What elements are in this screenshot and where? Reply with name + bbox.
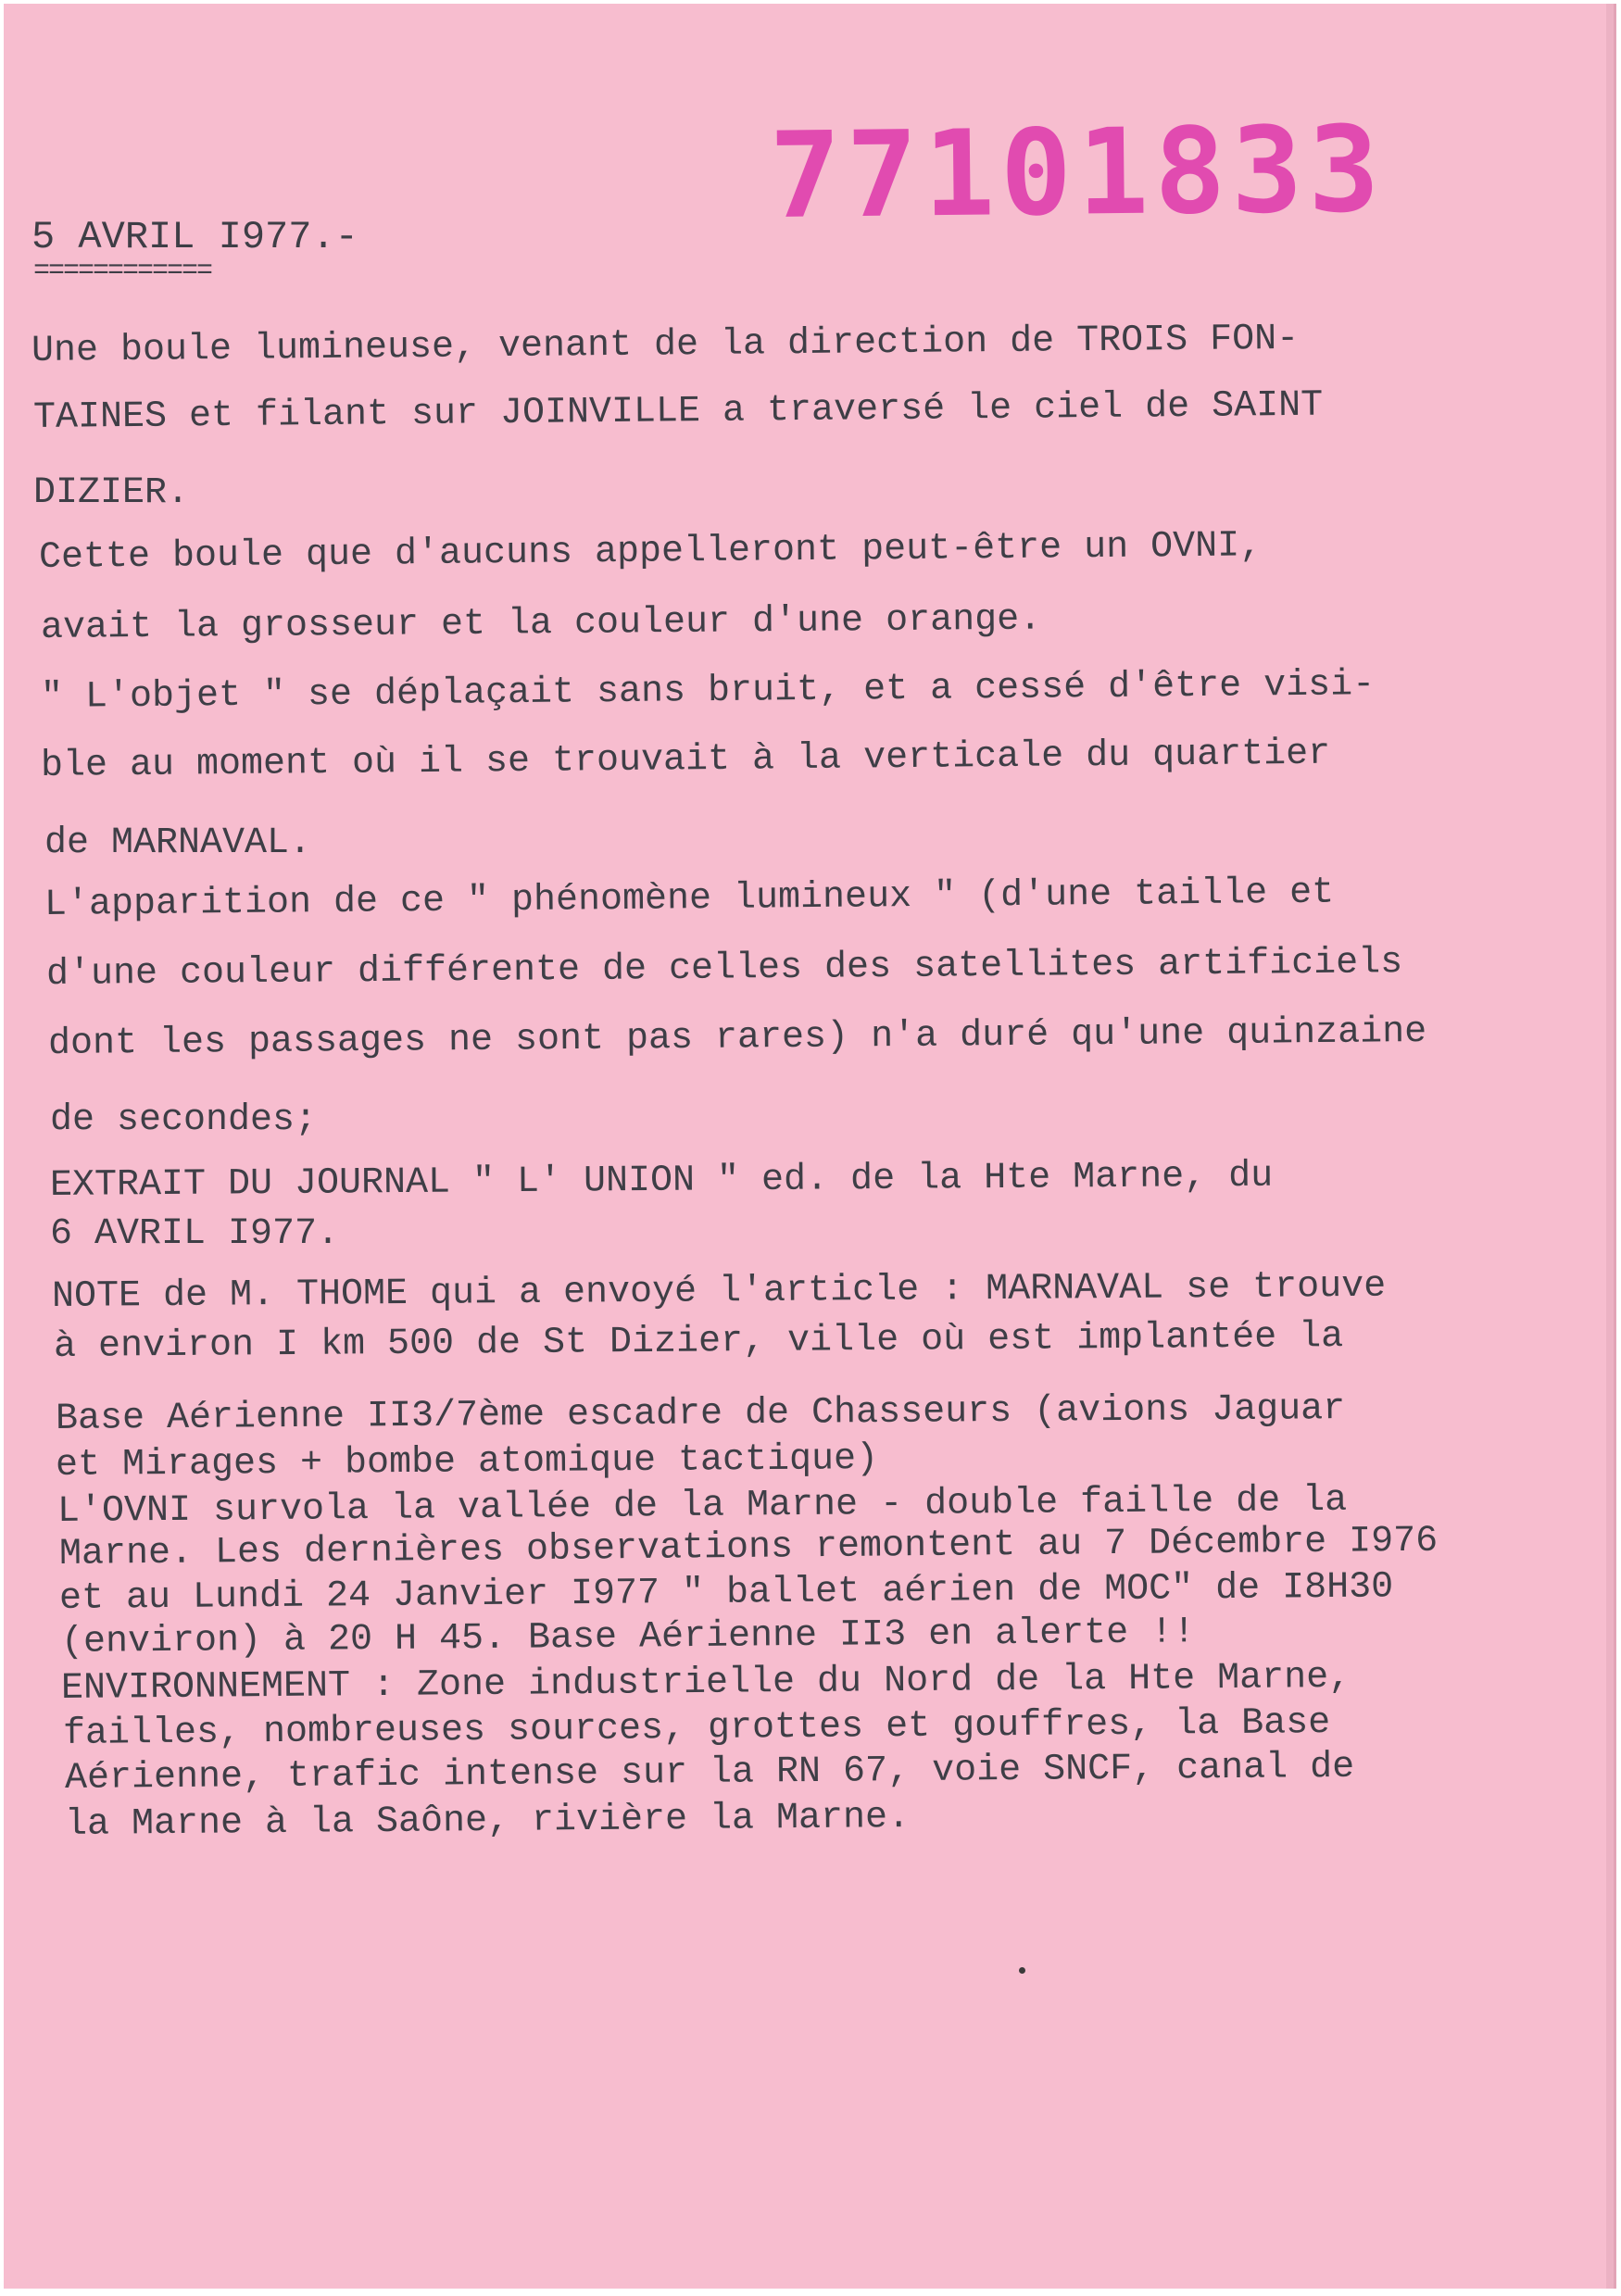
- text-line: et Mirages + bombe atomique tactique): [55, 1438, 879, 1487]
- text-line: d'une couleur différente de celles des satellites artificiels: [45, 942, 1403, 996]
- date-heading: 5 AVRIL I977.-: [31, 215, 358, 259]
- text-line: " L'objet " se déplaçait sans bruit, et a cessé d'être visi-: [40, 664, 1376, 719]
- text-line: L'apparition de ce " phénomène lumineux " (d'une taille et: [44, 872, 1335, 926]
- text-line: failles, nombreuses sources, grottes et gouffres, la Base: [62, 1702, 1331, 1755]
- source-date: 6 AVRIL I977.: [50, 1213, 340, 1255]
- text-line: Une boule lumineuse, venant de la direction de TROIS FON-: [31, 318, 1300, 372]
- text-line: avait la grosseur et la couleur d'une orange.: [40, 598, 1042, 649]
- text-line: à environ I km 500 de St Dizier, ville où est implantée la: [53, 1316, 1344, 1368]
- text-line: (environ) à 20 H 45. Base Aérienne II3 en alerte !!: [60, 1612, 1196, 1663]
- text-line: de secondes;: [50, 1099, 318, 1141]
- text-line: ENVIRONNEMENT : Zone industrielle du Nord de la Hte Marne,: [60, 1656, 1351, 1710]
- text-line: Marne. Les dernières observations remontent au 7 Décembre I976: [58, 1520, 1439, 1575]
- ink-speck: [1019, 1967, 1025, 1974]
- text-line: dont les passages ne sont pas rares) n'a duré qu'une quinzaine: [47, 1011, 1427, 1065]
- text-line: Cette boule que d'aucuns appelleront peut-être un OVNI,: [38, 525, 1263, 579]
- text-line: L'OVNI survola la vallée de la Marne - double faille de la: [57, 1479, 1348, 1533]
- text-line: de MARNAVAL.: [44, 822, 312, 864]
- date-underline: ============: [33, 256, 212, 287]
- text-line: et au Lundi 24 Janvier I977 " ballet aérien de MOC" de I8H30: [58, 1566, 1394, 1620]
- reference-number-stamp: 77101833: [769, 101, 1387, 245]
- document-page: [4, 4, 1616, 2289]
- text-line: TAINES et filant sur JOINVILLE a traversé le ciel de SAINT: [32, 384, 1324, 439]
- text-line: DIZIER.: [33, 472, 190, 514]
- text-line: NOTE de M. THOME qui a envoyé l'article : MARNAVAL se trouve: [51, 1265, 1387, 1318]
- text-line: Aérienne, trafic intense sur la RN 67, voie SNCF, canal de: [64, 1746, 1355, 1800]
- page-edge-shadow: [1606, 4, 1614, 2289]
- text-line: la Marne à la Saône, rivière la Marne.: [64, 1797, 911, 1846]
- source-citation: EXTRAIT DU JOURNAL " L' UNION " ed. de la Hte Marne, du: [49, 1155, 1274, 1207]
- text-line: Base Aérienne II3/7ème escadre de Chasseurs (avions Jaguar: [55, 1388, 1346, 1440]
- text-line: ble au moment où il se trouvait à la verticale du quartier: [40, 733, 1331, 787]
